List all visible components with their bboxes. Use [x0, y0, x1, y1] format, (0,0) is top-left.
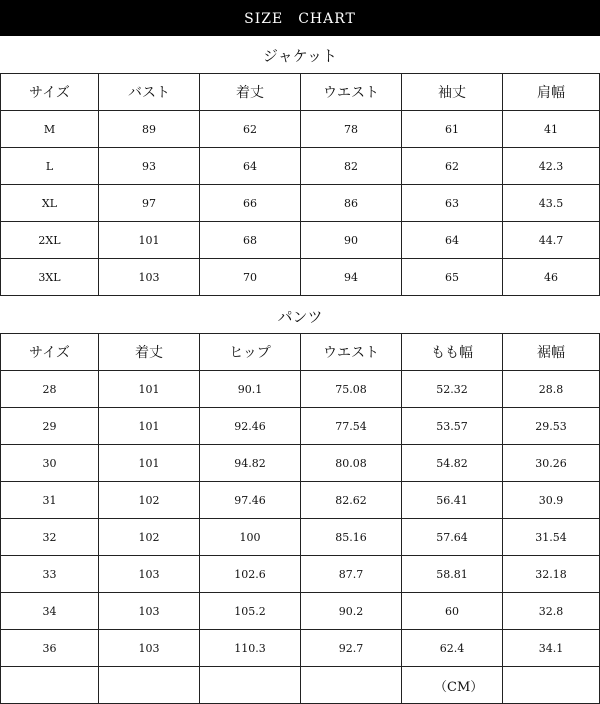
table-cell: 85.16 [301, 519, 402, 556]
header-cell: ウエスト [301, 74, 402, 111]
table-cell: 41 [503, 111, 600, 148]
table-cell: 103 [99, 593, 200, 630]
table-cell [301, 667, 402, 704]
size-chart-banner: SIZE CHART [0, 0, 600, 36]
header-cell: 裾幅 [503, 334, 600, 371]
table-cell: 92.46 [200, 408, 301, 445]
pants-header-row [1, 334, 600, 371]
table-cell: 61 [402, 111, 503, 148]
table-cell: 57.64 [402, 519, 503, 556]
header-cell: 着丈 [200, 74, 301, 111]
header-cell: 袖丈 [402, 74, 503, 111]
table-cell: 54.82 [402, 445, 503, 482]
table-cell: 44.7 [503, 222, 600, 259]
table-row [1, 185, 600, 222]
table-cell: 93 [99, 148, 200, 185]
table-cell: 2XL [1, 222, 99, 259]
table-cell: 29 [1, 408, 99, 445]
header-cell: サイズ [1, 74, 99, 111]
header-cell: 着丈 [99, 334, 200, 371]
table-cell: 60 [402, 593, 503, 630]
table-cell [503, 667, 600, 704]
table-cell: 34 [1, 593, 99, 630]
table-cell: 32.8 [503, 593, 600, 630]
table-cell: 43.5 [503, 185, 600, 222]
table-cell: 101 [99, 222, 200, 259]
table-cell: 30 [1, 445, 99, 482]
table-cell: 86 [301, 185, 402, 222]
table-cell [1, 667, 99, 704]
table-cell: 92.7 [301, 630, 402, 667]
table-row [1, 593, 600, 630]
header-cell: バスト [99, 74, 200, 111]
table-cell: 63 [402, 185, 503, 222]
table-cell: 101 [99, 408, 200, 445]
table-cell: 82.62 [301, 482, 402, 519]
table-cell: 103 [99, 630, 200, 667]
jacket-title: ジャケット [263, 47, 337, 65]
table-cell: 68 [200, 222, 301, 259]
table-cell: 46 [503, 259, 600, 296]
table-row [1, 222, 600, 259]
table-row [1, 556, 600, 593]
table-cell: 97 [99, 185, 200, 222]
table-cell: 53.57 [402, 408, 503, 445]
jacket-size-table [0, 73, 600, 296]
header-cell: 肩幅 [503, 74, 600, 111]
table-cell: 101 [99, 445, 200, 482]
table-cell: 100 [200, 519, 301, 556]
header-cell: ウエスト [301, 334, 402, 371]
table-cell: 34.1 [503, 630, 600, 667]
table-cell: 64 [402, 222, 503, 259]
table-cell: 80.08 [301, 445, 402, 482]
table-cell [200, 667, 301, 704]
table-row [1, 519, 600, 556]
table-cell: XL [1, 185, 99, 222]
table-cell: 36 [1, 630, 99, 667]
table-row [1, 408, 600, 445]
table-row [1, 148, 600, 185]
table-cell: 101 [99, 371, 200, 408]
table-cell: 66 [200, 185, 301, 222]
table-cell: 65 [402, 259, 503, 296]
table-cell: L [1, 148, 99, 185]
table-cell: 30.9 [503, 482, 600, 519]
pants-title: パンツ [277, 308, 323, 326]
header-cell: ヒップ [200, 334, 301, 371]
table-cell: 30.26 [503, 445, 600, 482]
pants-size-table [0, 333, 600, 704]
table-cell [99, 667, 200, 704]
table-cell: 90.2 [301, 593, 402, 630]
table-cell: 94.82 [200, 445, 301, 482]
table-cell: 90 [301, 222, 402, 259]
table-row [1, 445, 600, 482]
table-cell: 29.53 [503, 408, 600, 445]
table-cell: 94 [301, 259, 402, 296]
table-cell: 32 [1, 519, 99, 556]
table-cell: 33 [1, 556, 99, 593]
table-row [1, 371, 600, 408]
table-cell: 75.08 [301, 371, 402, 408]
table-cell: 28 [1, 371, 99, 408]
table-cell: 97.46 [200, 482, 301, 519]
table-cell: 56.41 [402, 482, 503, 519]
table-cell: 64 [200, 148, 301, 185]
table-cell: 77.54 [301, 408, 402, 445]
table-cell: 32.18 [503, 556, 600, 593]
table-cell: 87.7 [301, 556, 402, 593]
table-row [1, 111, 600, 148]
table-cell: 31 [1, 482, 99, 519]
unit-label: （CM） [434, 680, 484, 695]
table-cell: 62 [402, 148, 503, 185]
table-row [1, 482, 600, 519]
table-cell: 31.54 [503, 519, 600, 556]
table-cell: 78 [301, 111, 402, 148]
table-cell: 90.1 [200, 371, 301, 408]
table-cell: 58.81 [402, 556, 503, 593]
table-cell: 42.3 [503, 148, 600, 185]
table-cell: 110.3 [200, 630, 301, 667]
table-row [1, 259, 600, 296]
table-cell: 105.2 [200, 593, 301, 630]
table-cell: 103 [99, 259, 200, 296]
table-cell: 102 [99, 482, 200, 519]
table-cell: 82 [301, 148, 402, 185]
table-cell: 102.6 [200, 556, 301, 593]
table-cell: 62.4 [402, 630, 503, 667]
table-cell: 103 [99, 556, 200, 593]
table-cell: 28.8 [503, 371, 600, 408]
table-cell: 52.32 [402, 371, 503, 408]
table-cell: 89 [99, 111, 200, 148]
table-cell: 3XL [1, 259, 99, 296]
table-cell: M [1, 111, 99, 148]
table-cell: 102 [99, 519, 200, 556]
header-cell: サイズ [1, 334, 99, 371]
table-row [1, 630, 600, 667]
jacket-header-row [1, 74, 600, 111]
table-row [1, 667, 600, 704]
table-cell: 70 [200, 259, 301, 296]
header-cell: もも幅 [402, 334, 503, 371]
table-cell: 62 [200, 111, 301, 148]
